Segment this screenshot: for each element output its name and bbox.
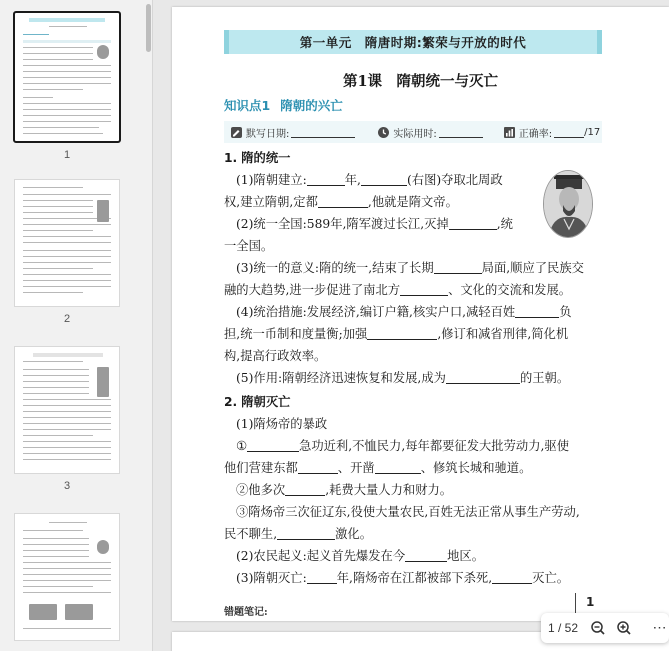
text-line: (5)作用:隋朝经济迅速恢复和发展,成为 的王朝。: [236, 371, 570, 385]
thumbnail-page-4[interactable]: [14, 513, 120, 641]
thumbnail-number: 1: [63, 149, 71, 161]
accuracy-label: 正确率:: [518, 128, 553, 140]
lesson-title: 第1课 隋朝统一与灭亡: [342, 73, 499, 90]
thumbnail-sidebar: [0, 0, 153, 651]
emperor-portrait: [543, 170, 593, 238]
zoom-out-button[interactable]: [585, 615, 611, 641]
page-number: 1: [586, 595, 595, 609]
knowledge-point-title: [224, 96, 343, 114]
document-view[interactable]: [153, 0, 669, 651]
text-line: (1)隋炀帝的暴政: [236, 417, 328, 431]
knowledge-point-name: 隋朝的兴亡: [280, 98, 343, 113]
text-line: (4)统治措施:发展经济,编订户籍,核实户口,减轻百姓 负: [236, 305, 572, 319]
unit-banner: [224, 30, 602, 54]
pen-icon: [230, 126, 243, 139]
text-line: 民不聊生, 激化。: [224, 527, 373, 541]
knowledge-point-index: 知识点1: [224, 98, 271, 113]
unit-title: 第一单元 隋唐时期:繁荣与开放的时代: [299, 35, 527, 50]
thumbnail-page-1[interactable]: [13, 11, 121, 143]
section-fall: [224, 391, 602, 589]
thumbnail-1[interactable]: [13, 11, 121, 161]
text-line: ③隋炀帝三次征辽东,役使大量农民,百姓无法正常从事生产劳动,: [236, 505, 580, 519]
thumbnail-number: 2: [63, 313, 71, 325]
pdf-page-1: [172, 7, 669, 621]
zoom-in-button[interactable]: [611, 615, 637, 641]
dictation-date-field: [230, 125, 355, 140]
accuracy-field: [503, 125, 600, 140]
text-line: 一全国。: [224, 239, 274, 253]
actual-time-field: [377, 125, 482, 140]
thumbnail-3[interactable]: [13, 346, 121, 492]
notes-label: 错题笔记:: [224, 607, 268, 618]
more-icon[interactable]: ⋯: [652, 620, 667, 636]
text-line: ②他多次 ,耗费大量人力和财力。: [236, 483, 453, 497]
thumbnail-2[interactable]: [13, 179, 121, 325]
dictation-date-label: 默写日期:: [246, 128, 290, 140]
sidebar-scrollbar-thumb[interactable]: [146, 4, 151, 52]
thumbnail-page-3[interactable]: [14, 346, 120, 474]
stats-bar: [224, 121, 602, 143]
text-line: 构,提高行政效率。: [224, 349, 327, 363]
text-line: (3)隋朝灭亡: 年,隋炀帝在江都被部下杀死, 灭亡。: [236, 571, 570, 585]
actual-time-label: 实际用时:: [393, 128, 437, 140]
sidebar-scrollbar[interactable]: [145, 0, 153, 651]
text-line: (2)统一全国:589年,隋军渡过长江,灭掉 ,统: [236, 217, 513, 231]
text-line: 权,建立隋朝,定都 ,他就是隋文帝。: [224, 195, 458, 209]
clock-icon: [377, 126, 390, 139]
zoom-in-icon: [616, 620, 632, 636]
text-line: 他们营建东都 、开凿 、修筑长城和驰道。: [224, 461, 532, 475]
thumbnail-page-2[interactable]: [14, 179, 120, 307]
section-heading: 1. 隋的统一: [224, 151, 291, 165]
text-line: (2)农民起义:起义首先爆发在今 地区。: [236, 549, 485, 563]
section-unification: [224, 147, 602, 389]
text-line: 担,统一币制和度量衡;加强 ,修订和减省刑律,简化机: [224, 327, 569, 341]
thumbnail-number: 3: [63, 480, 71, 492]
text-line: (1)隋朝建立: 年, (右图)夺取北周政: [236, 173, 503, 187]
chart-icon: [503, 126, 516, 139]
text-line: 融的大趋势,进一步促进了南北方 、文化的交流和发展。: [224, 283, 572, 297]
section-heading: 2. 隋朝灭亡: [224, 395, 291, 409]
thumbnail-4[interactable]: [13, 513, 121, 641]
page-indicator[interactable]: 1 / 52: [547, 621, 579, 635]
zoom-out-icon: [590, 620, 606, 636]
text-line: ① 急功近利,不恤民力,每年都要征发大批劳动力,驱使: [236, 439, 569, 453]
accuracy-total: /17: [584, 126, 601, 138]
text-line: (3)统一的意义:隋的统一,结束了长期 局面,顺应了民族交: [236, 261, 584, 275]
